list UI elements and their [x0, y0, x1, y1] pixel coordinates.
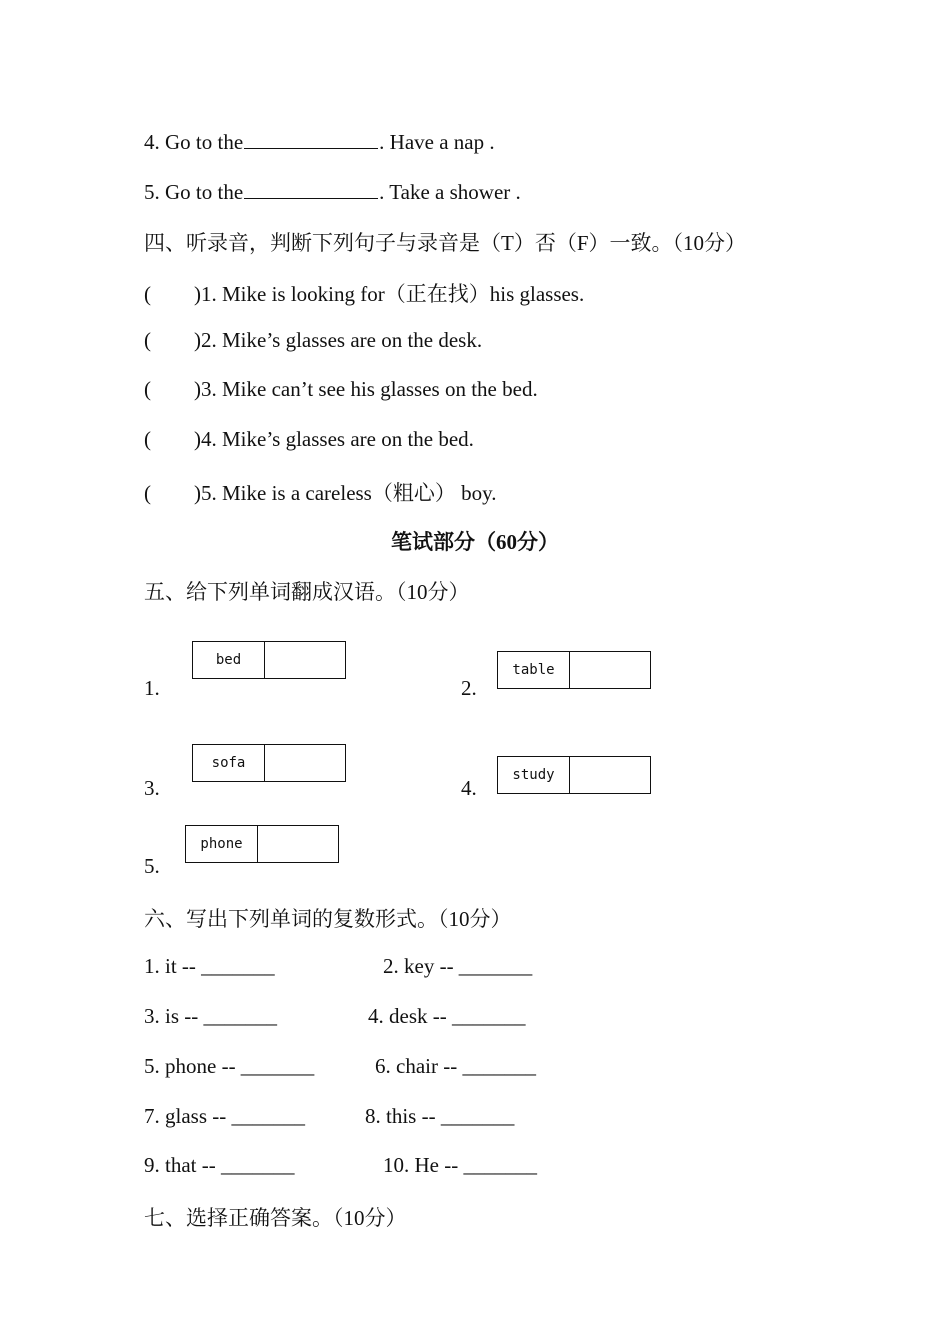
- tf-answer-paren[interactable]: (: [144, 481, 151, 505]
- answer-blank[interactable]: [244, 178, 378, 199]
- word-box-study: [497, 756, 651, 794]
- tf-item-4: [144, 427, 474, 452]
- sentence-suffix: . Have a nap .: [379, 130, 495, 154]
- sentence-prefix: 5. Go to the: [144, 180, 244, 204]
- tf-item-5: [144, 477, 497, 507]
- section-4-title: 四、听录音，判断下列句子与录音是（T）否（F）一致。（10分）: [144, 231, 747, 255]
- word-item-number: 2.: [461, 676, 477, 700]
- section-6-title: 六、写出下列单词的复数形式。（10分）: [144, 907, 512, 931]
- tf-item-3: [144, 377, 538, 402]
- word-item-number: 4.: [461, 776, 477, 800]
- tf-item-1: [144, 278, 584, 308]
- plural-item-3[interactable]: 3. is -- _______: [144, 1004, 277, 1028]
- fill-in-sentence-5: [144, 178, 521, 205]
- translation-answer-cell[interactable]: [265, 642, 345, 678]
- translation-answer-cell[interactable]: [570, 757, 650, 793]
- word-box-phone: [185, 825, 339, 863]
- english-word: bed: [193, 642, 265, 678]
- english-word: study: [498, 757, 570, 793]
- answer-blank[interactable]: [244, 128, 378, 149]
- written-part-title: 笔试部分（60分）: [391, 530, 559, 554]
- section-7-title: 七、选择正确答案。（10分）: [144, 1206, 407, 1230]
- english-word: sofa: [193, 745, 265, 781]
- plural-item-8[interactable]: 8. this -- _______: [365, 1104, 515, 1128]
- plural-item-2[interactable]: 2. key -- _______: [383, 954, 533, 978]
- tf-answer-paren[interactable]: (: [144, 427, 151, 451]
- tf-statement: )2. Mike’s glasses are on the desk.: [194, 328, 483, 352]
- word-item-number: 5.: [144, 854, 160, 878]
- tf-statement: )4. Mike’s glasses are on the bed.: [194, 427, 474, 451]
- word-item-number: 1.: [144, 676, 160, 700]
- tf-statement: )3. Mike can’t see his glasses on the bed.: [194, 377, 538, 401]
- plural-item-1[interactable]: 1. it -- _______: [144, 954, 275, 978]
- plural-item-5[interactable]: 5. phone -- _______: [144, 1054, 315, 1078]
- sentence-prefix: 4. Go to the: [144, 130, 244, 154]
- tf-item-2: [144, 328, 482, 353]
- word-box-table: [497, 651, 651, 689]
- word-box-bed: [192, 641, 346, 679]
- tf-answer-paren[interactable]: (: [144, 328, 151, 352]
- tf-statement: )5. Mike is a careless（粗心） boy.: [194, 481, 497, 505]
- word-box-sofa: [192, 744, 346, 782]
- word-item-number: 3.: [144, 776, 160, 800]
- translation-answer-cell[interactable]: [265, 745, 345, 781]
- plural-item-7[interactable]: 7. glass -- _______: [144, 1104, 305, 1128]
- translation-answer-cell[interactable]: [258, 826, 338, 862]
- plural-item-10[interactable]: 10. He -- _______: [383, 1153, 537, 1177]
- tf-answer-paren[interactable]: (: [144, 282, 151, 306]
- tf-statement: )1. Mike is looking for（正在找）his glasses.: [194, 282, 585, 306]
- plural-item-9[interactable]: 9. that -- _______: [144, 1153, 295, 1177]
- plural-item-6[interactable]: 6. chair -- _______: [375, 1054, 536, 1078]
- english-word: table: [498, 652, 570, 688]
- tf-answer-paren[interactable]: (: [144, 377, 151, 401]
- translation-answer-cell[interactable]: [570, 652, 650, 688]
- fill-in-sentence-4: [144, 128, 495, 155]
- english-word: phone: [186, 826, 258, 862]
- plural-item-4[interactable]: 4. desk -- _______: [368, 1004, 526, 1028]
- sentence-suffix: . Take a shower .: [379, 180, 521, 204]
- section-5-title: 五、给下列单词翻成汉语。（10分）: [144, 580, 470, 604]
